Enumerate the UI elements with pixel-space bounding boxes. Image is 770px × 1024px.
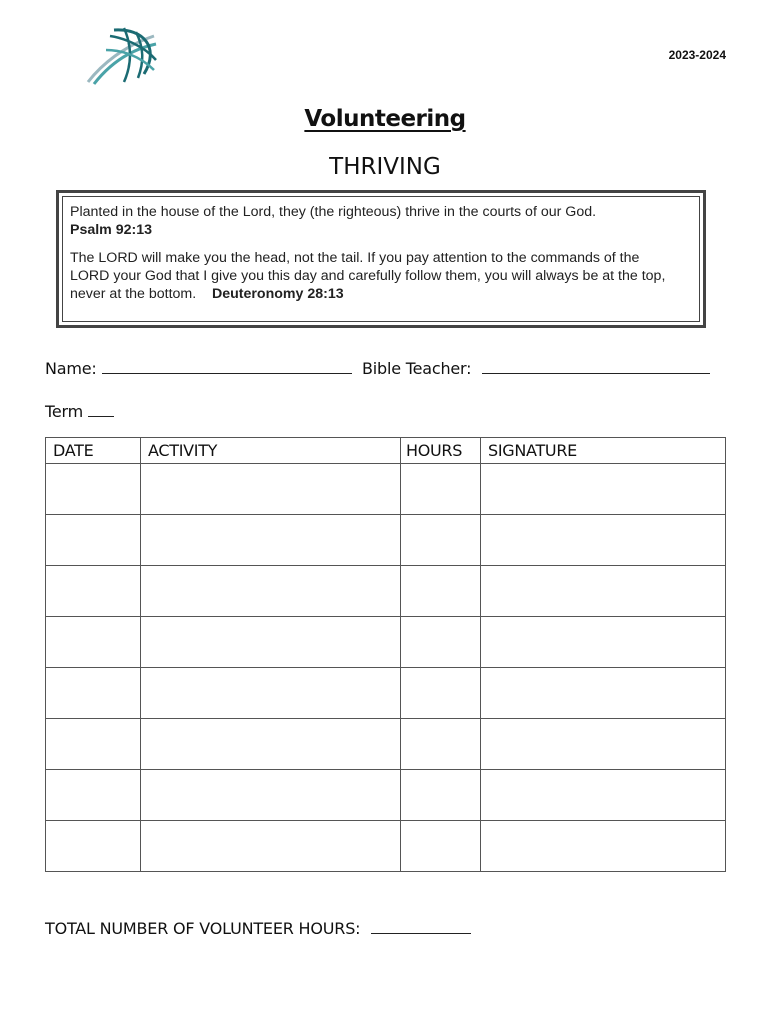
activity-cell[interactable] [141, 770, 401, 821]
date-cell[interactable] [46, 821, 141, 872]
term-label: Term [45, 402, 83, 421]
activity-cell[interactable] [141, 719, 401, 770]
hours-cell[interactable] [401, 719, 481, 770]
date-cell[interactable] [46, 770, 141, 821]
header-signature: SIGNATURE [481, 438, 726, 464]
signature-cell[interactable] [481, 719, 726, 770]
page-subtitle: THRIVING [329, 154, 441, 180]
activity-cell[interactable] [141, 821, 401, 872]
bible-teacher-label: Bible Teacher: [362, 359, 472, 378]
hours-cell[interactable] [401, 668, 481, 719]
name-blank[interactable] [102, 357, 352, 374]
header-hours: HOURS [401, 438, 481, 464]
hours-cell[interactable] [401, 515, 481, 566]
term-blank[interactable] [88, 400, 114, 417]
verse-content [70, 203, 679, 303]
table-header-row [46, 438, 726, 464]
activity-cell[interactable] [141, 566, 401, 617]
verse-1-text: Planted in the house of the Lord, they (the righteous) thrive in the courts of our God. [70, 204, 597, 220]
total-hours-blank[interactable] [371, 917, 471, 934]
activity-cell[interactable] [141, 617, 401, 668]
date-cell[interactable] [46, 566, 141, 617]
table-row [46, 719, 726, 770]
date-cell[interactable] [46, 515, 141, 566]
table-row [46, 617, 726, 668]
table-body [46, 464, 726, 872]
table-row [46, 668, 726, 719]
term-field [45, 400, 114, 421]
table-row [46, 566, 726, 617]
school-year: 2023-2024 [668, 48, 726, 62]
signature-cell[interactable] [481, 515, 726, 566]
table-row [46, 464, 726, 515]
hours-cell[interactable] [401, 617, 481, 668]
header-date: DATE [46, 438, 141, 464]
signature-cell[interactable] [481, 668, 726, 719]
bible-teacher-blank[interactable] [482, 357, 710, 374]
signature-cell[interactable] [481, 464, 726, 515]
date-cell[interactable] [46, 719, 141, 770]
activity-cell[interactable] [141, 515, 401, 566]
school-logo-icon [84, 24, 158, 86]
date-cell[interactable] [46, 464, 141, 515]
name-label: Name: [45, 359, 97, 378]
signature-cell[interactable] [481, 617, 726, 668]
verse-1 [70, 203, 679, 239]
bible-teacher-field [362, 357, 710, 378]
signature-cell[interactable] [481, 821, 726, 872]
name-field [45, 357, 352, 378]
date-cell[interactable] [46, 617, 141, 668]
total-hours-field [45, 917, 471, 938]
header-activity: ACTIVITY [141, 438, 401, 464]
date-cell[interactable] [46, 668, 141, 719]
table-row [46, 515, 726, 566]
table-row [46, 821, 726, 872]
hours-cell[interactable] [401, 821, 481, 872]
volunteer-log-table [45, 437, 726, 872]
total-hours-label: TOTAL NUMBER OF VOLUNTEER HOURS: [45, 919, 361, 938]
activity-cell[interactable] [141, 464, 401, 515]
verse-box [56, 190, 706, 328]
verse-1-reference: Psalm 92:13 [70, 222, 153, 238]
activity-cell[interactable] [141, 668, 401, 719]
signature-cell[interactable] [481, 566, 726, 617]
verse-2-text: The LORD will make you the head, not the tail. If you pay attention to the commands of the LORD your God that I give you this day and carefully follow them, you will always be at the top, never at the bottom. [70, 250, 666, 302]
hours-cell[interactable] [401, 770, 481, 821]
table-row [46, 770, 726, 821]
signature-cell[interactable] [481, 770, 726, 821]
hours-cell[interactable] [401, 464, 481, 515]
verse-2-reference: Deuteronomy 28:13 [211, 286, 344, 302]
verse-2 [70, 249, 679, 303]
page-title: Volunteering [304, 106, 466, 132]
hours-cell[interactable] [401, 566, 481, 617]
